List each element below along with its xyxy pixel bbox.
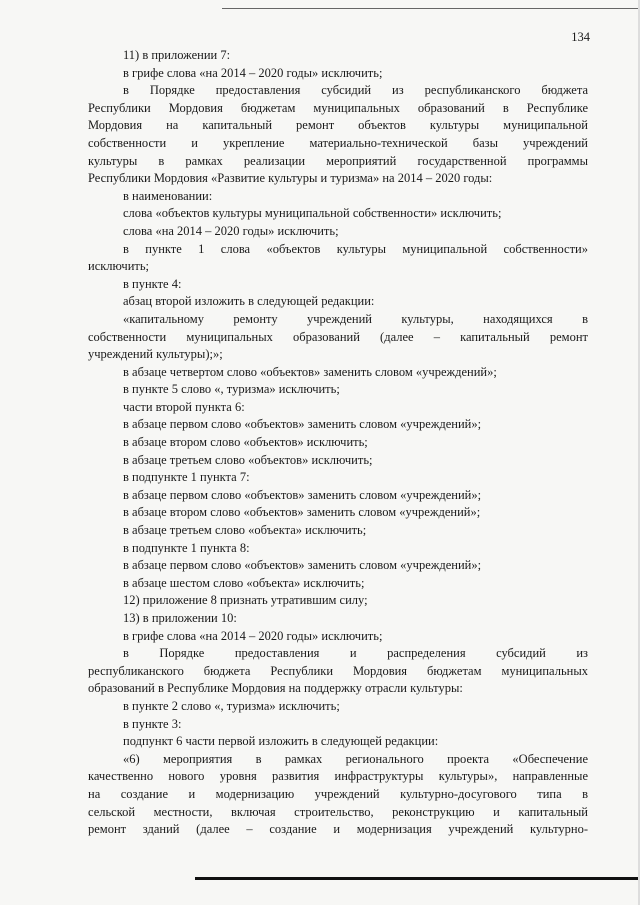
text-line: в абзаце первом слово «объектов» заменить словом «учреждений»; <box>123 417 482 432</box>
text-line: в абзаце шестом слово «объекта» исключить; <box>123 575 365 590</box>
text-line: в абзаце втором слово «объектов» исключить; <box>123 435 368 450</box>
text-line: образований в Республике Мордовия на поддержку отрасли культуры: <box>88 681 463 696</box>
text-line: в пункте 2 слово «, туризма» исключить; <box>123 698 340 713</box>
text-line: в грифе слова «на 2014 – 2020 годы» исключить; <box>123 628 383 643</box>
text-line: в абзаце третьем слово «объекта» исключить; <box>123 523 367 538</box>
text-line: Республики Мордовия «Развитие культуры и туризма» на 2014 – 2020 годы: <box>88 171 493 186</box>
text-line: абзац второй изложить в следующей редакции: <box>123 294 375 309</box>
text-line: республиканского бюджета Республики Мордовия бюджетам муниципальных <box>88 663 588 678</box>
text-line: исключить; <box>88 259 150 274</box>
text-line: слова «на 2014 – 2020 годы» исключить; <box>123 223 339 238</box>
text-line: подпункт 6 части первой изложить в следующей редакции: <box>123 734 439 749</box>
text-line: в абзаце первом слово «объектов» заменить словом «учреждений»; <box>123 558 482 573</box>
text-line: в пункте 1 слова «объектов культуры муниципальной собственности» <box>123 241 588 256</box>
text-line: учреждений культуры);»; <box>88 347 223 362</box>
text-line: культуры в рамках реализации мероприятий государственной программы <box>88 153 588 168</box>
text-line: в подпункте 1 пункта 8: <box>123 540 250 555</box>
text-line: слова «объектов культуры муниципальной собственности» исключить; <box>123 206 502 221</box>
text-line: собственности муниципальных образований (далее – капитальный ремонт <box>88 329 588 344</box>
text-line: собственности и укрепление материально-технической базы учреждений <box>88 135 588 150</box>
text-line: в пункте 3: <box>123 716 182 731</box>
document-body <box>88 47 588 839</box>
text-line: в грифе слова «на 2014 – 2020 годы» исключить; <box>123 65 383 80</box>
text-line: 12) приложение 8 признать утратившим силу; <box>123 593 368 608</box>
text-line: 13) в приложении 10: <box>123 611 237 625</box>
scan-bottom-border <box>195 877 640 880</box>
text-line: в Порядке предоставления и распределения субсидий из <box>123 646 588 661</box>
text-line: качественно нового уровня развития инфраструктуры культуры», направленные <box>88 769 588 784</box>
text-line: ремонт зданий (далее – создание и модернизация учреждений культурно- <box>88 822 588 837</box>
text-line: в наименовании: <box>123 188 213 203</box>
text-line: «капитальному ремонту учреждений культуры, находящихся в <box>123 311 588 326</box>
text-line: сельской местности, включая строительство, реконструкцию и капитальный <box>88 804 588 819</box>
text-line: в абзаце первом слово «объектов» заменить словом «учреждений»; <box>123 487 482 502</box>
text-line: на создание и модернизацию учреждений культурно-досугового типа в <box>88 786 588 801</box>
text-line: в абзаце втором слово «объектов» заменить словом «учреждений»; <box>123 505 481 520</box>
text-line: в пункте 4: <box>123 276 182 291</box>
text-line: в Порядке предоставления субсидий из республиканского бюджета <box>123 83 588 98</box>
text-line: в подпункте 1 пункта 7: <box>123 470 250 485</box>
text-line: в пункте 5 слово «, туризма» исключить; <box>123 382 340 397</box>
text-line: «6) мероприятия в рамках регионального проекта «Обеспечение <box>123 751 588 766</box>
text-line: Республики Мордовия бюджетам муниципальных образований в Республике <box>88 100 588 115</box>
scan-top-border <box>222 8 638 9</box>
page-number: 134 <box>571 30 590 44</box>
text-line: в абзаце четвертом слово «объектов» заменить словом «учреждений»; <box>123 364 497 379</box>
text-line: в абзаце третьем слово «объектов» исключить; <box>123 452 373 467</box>
text-line: 11) в приложении 7: <box>123 48 231 62</box>
text-line: части второй пункта 6: <box>123 399 245 414</box>
text-line: Мордовия на капитальный ремонт объектов культуры муниципальной <box>88 118 588 133</box>
